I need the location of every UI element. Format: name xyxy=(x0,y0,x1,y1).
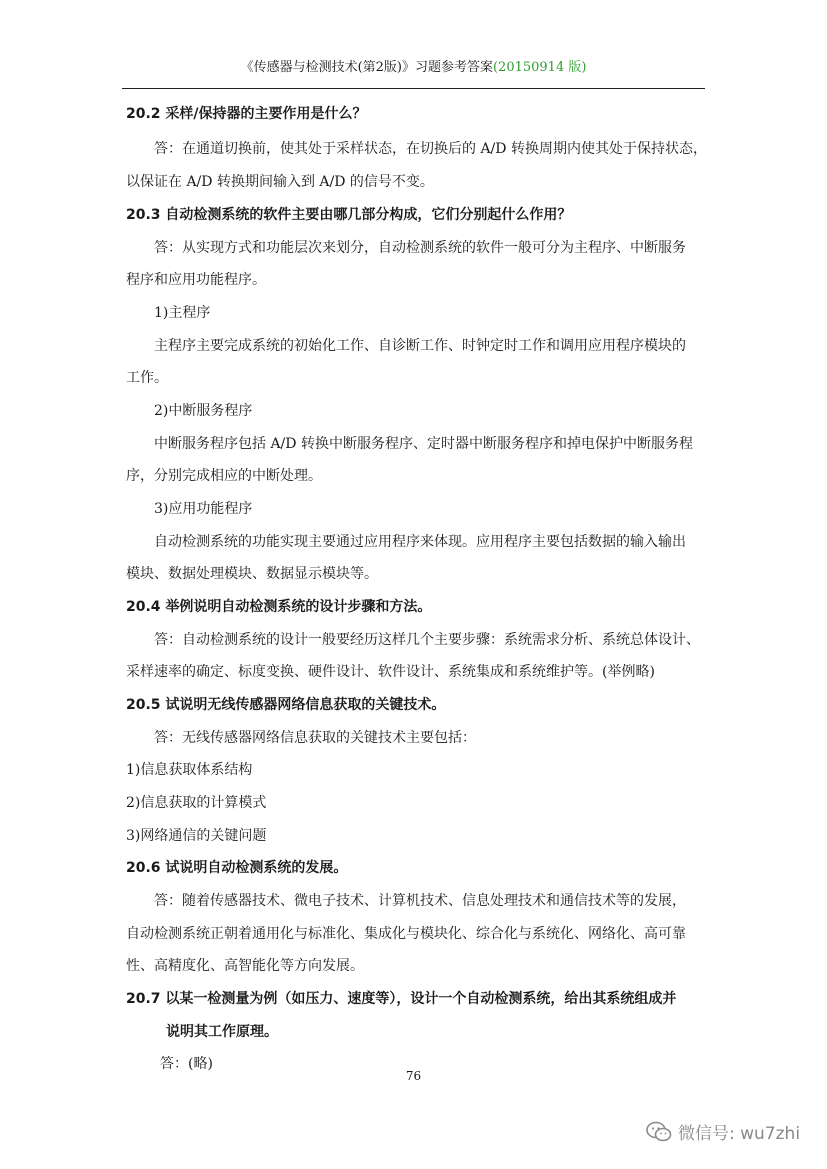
answer-line: 性、高精度化、高智能化等方向发展。 xyxy=(126,958,364,974)
question-20-5: 20.5 试说明无线传感器网络信息获取的关键技术。 xyxy=(126,697,446,713)
header-rule xyxy=(122,88,705,89)
answer-line: 自动检测系统的功能实现主要通过应用程序来体现。应用程序主要包括数据的输入输出 xyxy=(154,534,686,550)
question-20-7-cont: 说明其工作原理。 xyxy=(166,1024,278,1040)
wechat-icon xyxy=(646,1121,672,1143)
answer-line: 程序和应用功能程序。 xyxy=(126,272,266,288)
list-item: 2)中断服务程序 xyxy=(154,403,253,419)
header-title: 《传感器与检测技术(第2版)》习题参考答案 xyxy=(240,60,493,75)
list-item: 1)主程序 xyxy=(154,305,211,321)
page-header xyxy=(122,56,705,75)
list-item: 3)网络通信的关键问题 xyxy=(126,828,267,844)
answer-line: 中断服务程序包括 A/D 转换中断服务程序、定时器中断服务程序和掉电保护中断服务程 xyxy=(154,436,693,452)
question-20-6: 20.6 试说明自动检测系统的发展。 xyxy=(126,860,348,876)
answer-line: 答：(略) xyxy=(160,1056,213,1072)
list-item: 2)信息获取的计算模式 xyxy=(126,795,267,811)
watermark-text: 微信号: wu7zhi xyxy=(678,1124,801,1144)
answer-line: 采样速率的确定、标度变换、硬件设计、软件设计、系统集成和系统维护等。(举例略) xyxy=(126,664,655,680)
answer-line: 序，分别完成相应的中断处理。 xyxy=(126,468,322,484)
answer-line: 答：无线传感器网络信息获取的关键技术主要包括： xyxy=(154,730,476,746)
list-item: 3)应用功能程序 xyxy=(154,501,253,517)
list-item: 1)信息获取体系结构 xyxy=(126,762,253,778)
answer-line: 答：随着传感器技术、微电子技术、计算机技术、信息处理技术和通信技术等的发展， xyxy=(154,893,686,909)
answer-line: 答：在通道切换前，使其处于采样状态，在切换后的 A/D 转换周期内使其处于保持状态， xyxy=(154,141,707,157)
question-20-7: 20.7 以某一检测量为例（如压力、速度等），设计一个自动检测系统，给出其系统组成并 xyxy=(126,991,677,1007)
question-20-4: 20.4 举例说明自动检测系统的设计步骤和方法。 xyxy=(126,599,432,615)
page-number: 76 xyxy=(405,1069,422,1083)
answer-line: 主程序主要完成系统的初始化工作、自诊断工作、时钟定时工作和调用应用程序模块的 xyxy=(154,338,686,354)
answer-line: 自动检测系统正朝着通用化与标准化、集成化与模块化、综合化与系统化、网络化、高可靠 xyxy=(126,926,686,942)
answer-line: 以保证在 A/D 转换期间输入到 A/D 的信号不变。 xyxy=(126,174,434,190)
answer-line: 工作。 xyxy=(126,370,168,386)
answer-line: 答：自动检测系统的设计一般要经历这样几个主要步骤：系统需求分析、系统总体设计、 xyxy=(154,632,700,648)
header-version: (20150914 版) xyxy=(492,60,587,75)
question-20-2: 20.2 采样/保持器的主要作用是什么？ xyxy=(126,106,367,122)
answer-line: 答：从实现方式和功能层次来划分，自动检测系统的软件一般可分为主程序、中断服务 xyxy=(154,240,686,256)
answer-line: 模块、数据处理模块、数据显示模块等。 xyxy=(126,566,378,582)
watermark xyxy=(646,1119,800,1144)
question-20-3: 20.3 自动检测系统的软件主要由哪几部分构成，它们分别起什么作用？ xyxy=(126,207,572,223)
